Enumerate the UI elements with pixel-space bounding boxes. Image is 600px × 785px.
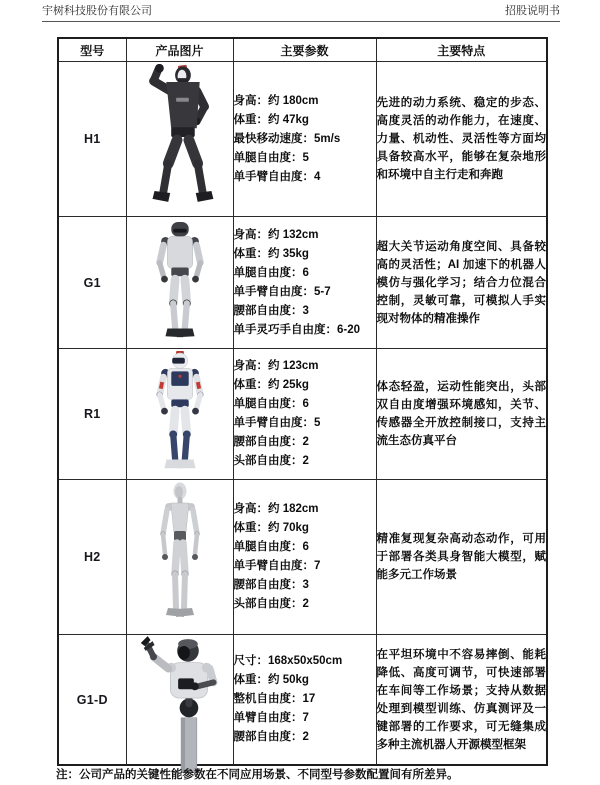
table-row <box>58 349 547 480</box>
param-line: 单腿自由度：6 <box>233 398 309 410</box>
params-cell <box>233 635 376 766</box>
document-type-header: 招股说明书 <box>505 5 560 17</box>
g1-robot-image <box>130 220 230 346</box>
header-main-params: 主要参数 <box>233 38 376 62</box>
table-footnote: 注：公司产品的关键性能参数在不同应用场景、不同型号参数配置间有所差异。 <box>56 769 459 781</box>
param-line: 单腿自由度：5 <box>233 151 309 164</box>
model-label: H2 <box>58 480 126 635</box>
param-line: 体重：约 35kg <box>233 247 309 260</box>
company-name-header: 宇树科技股份有限公司 <box>42 5 152 17</box>
param-line: 体重：约 50kg <box>233 674 309 686</box>
model-label: G1-D <box>58 635 126 766</box>
h1-robot-image <box>127 64 235 214</box>
table-row <box>58 635 547 766</box>
product-image-cell <box>126 635 233 766</box>
param-line: 身高：约 132cm <box>233 228 319 241</box>
param-line: 整机自由度：17 <box>233 693 316 705</box>
param-line: 腰部自由度：2 <box>233 731 309 743</box>
params-cell <box>233 349 376 480</box>
param-line: 单手臂自由度：5-7 <box>233 285 331 298</box>
h2-robot-image <box>130 482 230 632</box>
params-cell <box>233 62 376 217</box>
param-line: 单腿自由度：6 <box>233 541 309 553</box>
params-cell <box>233 217 376 349</box>
param-line: 体重：约 25kg <box>233 379 309 391</box>
param-line: 单手灵巧手自由度：6-20 <box>233 323 361 336</box>
param-line: 体重：约 47kg <box>233 113 309 126</box>
param-line: 单手臂自由度：4 <box>233 170 321 183</box>
param-line: 身高：约 182cm <box>233 503 319 515</box>
r1-robot-image <box>130 351 230 477</box>
product-image-cell <box>126 349 233 480</box>
features-cell <box>376 349 547 480</box>
param-line: 身高：约 123cm <box>233 360 319 372</box>
table-row <box>58 217 547 349</box>
features-text: 精准复现复杂高动态动作，可用于部署各类具身智能大模型，赋能多元工作场景 <box>376 533 546 581</box>
features-text: 在平坦环境中不容易摔倒、能耗降低、高度可调节，可快速部署在车间等工作场景；支持从数据处理到模型训练、仿真测评及一键部署的工作要求，可无缝集成多种主流机器人开源模型框架 <box>376 648 546 751</box>
product-image-cell <box>126 62 233 217</box>
header-model: 型号 <box>58 38 126 62</box>
model-label: H1 <box>58 62 126 217</box>
features-cell <box>376 480 547 635</box>
table-header-row <box>58 38 547 62</box>
param-line: 腰部自由度：2 <box>233 436 309 448</box>
features-text: 超大关节运动角度空间、具备较高的灵活性；AI 加速下的机器人模仿与强化学习；结合力位混合控制，灵敏可靠，可模拟人手实现对物体的精准操作 <box>376 240 546 325</box>
param-line: 头部自由度：2 <box>233 455 309 467</box>
features-cell <box>376 62 547 217</box>
param-line: 头部自由度：2 <box>233 598 309 610</box>
page-running-header <box>42 2 560 22</box>
param-line: 体重：约 70kg <box>233 522 309 534</box>
param-line: 单手臂自由度：5 <box>233 417 321 429</box>
features-cell <box>376 635 547 766</box>
param-line: 尺寸：168x50x50cm <box>233 655 343 667</box>
product-image-cell <box>126 480 233 635</box>
param-line: 腰部自由度：3 <box>233 579 309 591</box>
param-line: 单臂自由度：7 <box>233 712 309 724</box>
param-line: 腰部自由度：3 <box>233 304 309 317</box>
features-cell <box>376 217 547 349</box>
table-row <box>58 62 547 217</box>
table-row <box>58 480 547 635</box>
param-line: 单手臂自由度：7 <box>233 560 321 572</box>
param-line: 最快移动速度：5m/s <box>233 132 341 145</box>
param-line: 身高：约 180cm <box>233 94 319 107</box>
params-cell <box>233 480 376 635</box>
header-product-image: 产品图片 <box>126 38 233 62</box>
g1d-robot-image <box>127 635 245 773</box>
model-label: R1 <box>58 349 126 480</box>
header-main-features: 主要特点 <box>376 38 547 62</box>
features-text: 体态轻盈，运动性能突出，头部双自由度增强环境感知，关节、传感器全开放控制接口，支持主流生态仿真平台 <box>376 381 546 447</box>
features-text: 先进的动力系统、稳定的步态、高度灵活的动作能力，在速度、力量、机动性、灵活性等方面均具备较高水平，能够在复杂地形和环境中自主行走和奔跑 <box>376 97 546 181</box>
product-image-cell <box>126 217 233 349</box>
robot-spec-table <box>57 37 548 766</box>
model-label: G1 <box>58 217 126 349</box>
param-line: 单腿自由度：6 <box>233 266 309 279</box>
